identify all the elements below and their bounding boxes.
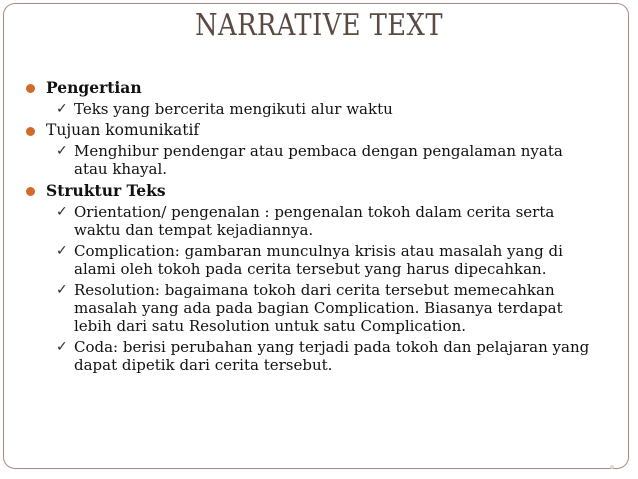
list-item: [22, 142, 594, 178]
checkmark-icon: ✓: [56, 143, 68, 159]
section-heading: Tujuan komunikatif: [46, 121, 200, 139]
list-item-text: Coda: berisi perubahan yang terjadi pada tokoh dan pelajaran yang dapat dipetik dari cerita tersebut.: [74, 338, 590, 374]
corner-dot: [610, 465, 614, 469]
section-tujuan-komunikatif: [22, 121, 622, 140]
list-item-text: Teks yang bercerita mengikuti alur waktu: [74, 100, 393, 118]
round-bullet-icon: [26, 84, 35, 93]
list-item: [22, 281, 594, 335]
list-item: [22, 100, 594, 118]
round-bullet-icon: [26, 127, 35, 136]
checkmark-icon: ✓: [56, 339, 68, 355]
list-item: [22, 338, 594, 374]
list-item: [22, 203, 594, 239]
checkmark-icon: ✓: [56, 101, 68, 117]
checkmark-icon: ✓: [56, 243, 68, 259]
list-item-text: Menghibur pendengar atau pembaca dengan pengalaman nyata atau khayal.: [74, 142, 563, 178]
slide-title: NARRATIVE TEXT: [194, 8, 443, 43]
list-item: [22, 242, 594, 278]
checkmark-icon: ✓: [56, 282, 68, 298]
section-pengertian: [22, 78, 622, 98]
slide-content: [22, 78, 622, 377]
round-bullet-icon: [26, 187, 35, 196]
list-item-text: Complication: gambaran munculnya krisis atau masalah yang di alami oleh tokoh pada cerita tersebut yang harus dipecahkan.: [74, 242, 563, 278]
section-struktur-teks: [22, 181, 622, 201]
section-heading: Struktur Teks: [46, 181, 166, 200]
list-item-text: Resolution: bagaimana tokoh dari cerita tersebut memecahkan masalah yang ada pada bagian Complication. Biasanya terdapat lebih dari satu Resolution untuk satu Complication.: [74, 281, 563, 335]
checkmark-icon: ✓: [56, 204, 68, 220]
list-item-text: Orientation/ pengenalan : pengenalan tokoh dalam cerita serta waktu dan tempat kejadiannya.: [74, 203, 555, 239]
section-heading: Pengertian: [46, 78, 142, 97]
